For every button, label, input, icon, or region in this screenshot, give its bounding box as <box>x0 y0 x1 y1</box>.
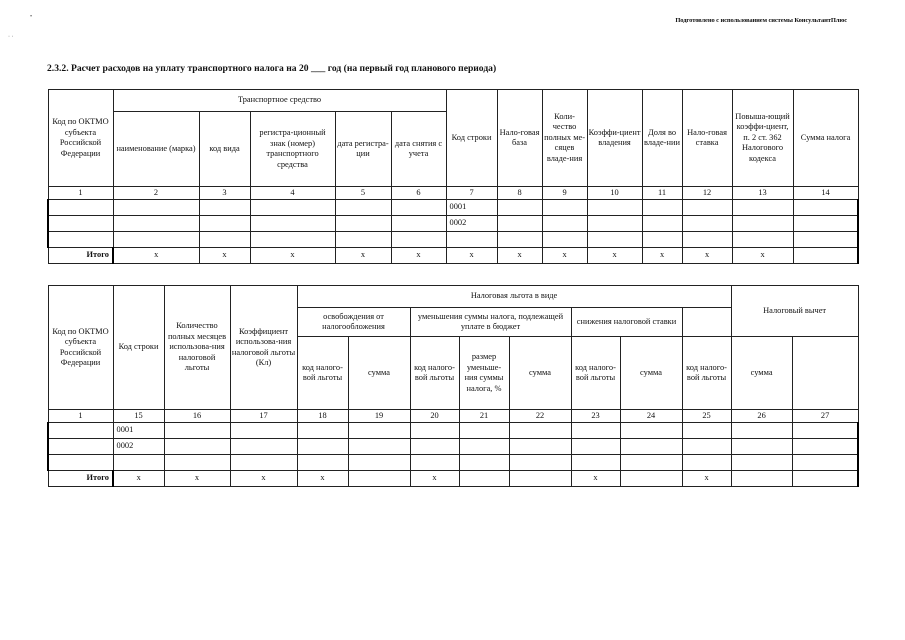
col-number: 2 <box>113 187 199 200</box>
col-number: 7 <box>446 187 497 200</box>
total-label: Итого <box>48 248 113 264</box>
table-cell[interactable] <box>542 232 587 248</box>
table-cell[interactable] <box>732 200 793 216</box>
table-cell[interactable] <box>793 200 858 216</box>
col-code-header: код налого-вой льготы <box>297 337 348 410</box>
table-cell[interactable] <box>571 455 620 471</box>
table-cell[interactable] <box>391 216 446 232</box>
table-cell[interactable] <box>731 455 792 471</box>
table-cell[interactable] <box>642 216 682 232</box>
total-cell: x <box>164 471 230 487</box>
table-cell[interactable] <box>682 455 731 471</box>
table-cell[interactable] <box>642 200 682 216</box>
table-cell[interactable] <box>230 439 297 455</box>
col-number: 4 <box>250 187 335 200</box>
table-cell[interactable] <box>731 423 792 439</box>
col-oktmo-header: Код по ОКТМО субъекта Российской Федерации <box>48 90 113 187</box>
col-sum-header: сумма <box>509 337 571 410</box>
table-cell[interactable] <box>348 423 410 439</box>
total-cell: x <box>113 248 199 264</box>
col-raisecoef-header: Повыша-ющий коэффи-циент, п. 2 ст. 362 Налогового кодекса <box>732 90 793 187</box>
row-code: 0001 <box>113 423 164 439</box>
col-code-header: код налого-вой льготы <box>571 337 620 410</box>
total-cell[interactable] <box>620 471 682 487</box>
table-cell[interactable] <box>792 455 858 471</box>
total-cell[interactable] <box>348 471 410 487</box>
col-kind-header: код вида <box>199 112 250 187</box>
row-code: 0002 <box>446 216 497 232</box>
col-number: 24 <box>620 410 682 423</box>
col-number: 22 <box>509 410 571 423</box>
total-cell: x <box>230 471 297 487</box>
col-number: 26 <box>731 410 792 423</box>
col-months-header: Количество полных месяцев использова-ния налоговой льготы <box>164 286 230 410</box>
total-cell: x <box>446 248 497 264</box>
col-sum-header: сумма <box>348 337 410 410</box>
table-cell[interactable] <box>620 439 682 455</box>
col-number: 16 <box>164 410 230 423</box>
table-row <box>48 423 858 439</box>
col-sum-header: сумма <box>731 337 792 410</box>
table-row <box>48 455 858 471</box>
table-cell[interactable] <box>113 232 199 248</box>
deduction-header: Налоговый вычет <box>731 286 858 337</box>
total-cell: x <box>497 248 542 264</box>
table-cell[interactable] <box>48 423 113 439</box>
table-cell[interactable] <box>48 200 113 216</box>
reduce-rate-header: снижения налоговой ставки <box>571 308 682 337</box>
total-cell: x <box>410 471 459 487</box>
col-number: 25 <box>682 410 731 423</box>
table-cell[interactable] <box>391 232 446 248</box>
col-number: 14 <box>793 187 858 200</box>
table-row <box>48 232 858 248</box>
table-cell[interactable] <box>642 232 682 248</box>
table-cell[interactable] <box>620 455 682 471</box>
col-number: 18 <box>297 410 348 423</box>
row-code <box>446 232 497 248</box>
col-number: 6 <box>391 187 446 200</box>
col-oktmo-header: Код по ОКТМО субъекта Российской Федерации <box>48 286 113 410</box>
col-sum-header: Сумма налога <box>793 90 858 187</box>
transport-tax-table <box>47 89 859 264</box>
col-code-header: код налого-вой льготы <box>410 337 459 410</box>
col-rowcode-header: Код строки <box>446 90 497 187</box>
total-cell: x <box>682 248 732 264</box>
total-cell: x <box>113 471 164 487</box>
col-number: 19 <box>348 410 410 423</box>
total-row <box>48 471 858 487</box>
table-cell[interactable] <box>335 216 391 232</box>
col-regdate-header: дата регистра-ции <box>335 112 391 187</box>
tax-benefit-table <box>47 285 859 487</box>
table-cell[interactable] <box>250 200 335 216</box>
col-removedate-header: дата снятия с учета <box>391 112 446 187</box>
table-cell[interactable] <box>410 423 459 439</box>
table-cell[interactable] <box>48 455 113 471</box>
table-row <box>48 200 858 216</box>
table-cell[interactable] <box>682 200 732 216</box>
total-cell[interactable] <box>509 471 571 487</box>
table-cell[interactable] <box>509 439 571 455</box>
table-cell[interactable] <box>587 216 642 232</box>
table-cell[interactable] <box>230 423 297 439</box>
total-cell: x <box>250 248 335 264</box>
col-ownercoef-header: Коэффи-циент владения <box>587 90 642 187</box>
col-coef-header: Коэффициент использова-ния налоговой льготы (Кл) <box>230 286 297 410</box>
table-cell[interactable] <box>348 455 410 471</box>
col-number: 10 <box>587 187 642 200</box>
table-cell[interactable] <box>199 216 250 232</box>
col-number: 17 <box>230 410 297 423</box>
table-cell[interactable] <box>542 216 587 232</box>
table-cell[interactable] <box>682 216 732 232</box>
total-cell: x <box>199 248 250 264</box>
total-cell[interactable] <box>731 471 792 487</box>
table-cell[interactable] <box>250 232 335 248</box>
table-cell[interactable] <box>792 423 858 439</box>
table-cell[interactable] <box>297 455 348 471</box>
table-cell[interactable] <box>509 423 571 439</box>
total-cell: x <box>732 248 793 264</box>
row-code <box>113 455 164 471</box>
table-row <box>48 439 858 455</box>
col-taxbase-header: Нало-говая база <box>497 90 542 187</box>
scan-speck: · · <box>8 34 14 40</box>
col-sum-header: сумма <box>620 337 682 410</box>
col-number: 11 <box>642 187 682 200</box>
table-cell[interactable] <box>682 423 731 439</box>
col-number: 3 <box>199 187 250 200</box>
table-row <box>48 216 858 232</box>
total-cell: x <box>587 248 642 264</box>
table-cell[interactable] <box>620 423 682 439</box>
table-cell[interactable] <box>113 200 199 216</box>
table-cell[interactable] <box>682 439 731 455</box>
table-cell[interactable] <box>297 439 348 455</box>
table-cell[interactable] <box>199 232 250 248</box>
table-cell[interactable] <box>164 439 230 455</box>
scan-speck: • <box>30 14 33 20</box>
table-cell[interactable] <box>497 200 542 216</box>
row-code: 0001 <box>446 200 497 216</box>
table-cell[interactable] <box>230 455 297 471</box>
table-cell[interactable] <box>348 439 410 455</box>
col-number: 1 <box>48 410 113 423</box>
col-number: 8 <box>497 187 542 200</box>
total-cell: x <box>335 248 391 264</box>
col-number: 15 <box>113 410 164 423</box>
table-cell[interactable] <box>459 423 509 439</box>
total-cell: x <box>542 248 587 264</box>
table-cell[interactable] <box>571 423 620 439</box>
table-cell[interactable] <box>793 216 858 232</box>
col-name-header: наименование (марка) <box>113 112 199 187</box>
table-cell[interactable] <box>48 232 113 248</box>
table-cell[interactable] <box>792 439 858 455</box>
exempt-header: освобождения от налогообложения <box>297 308 410 337</box>
total-row <box>48 248 858 264</box>
vehicle-group-header: Транспортное средство <box>113 90 446 112</box>
table-cell[interactable] <box>731 439 792 455</box>
col-number: 21 <box>459 410 509 423</box>
total-cell[interactable] <box>792 471 858 487</box>
total-cell: x <box>571 471 620 487</box>
table-cell[interactable] <box>410 439 459 455</box>
table-cell[interactable] <box>732 216 793 232</box>
col-number: 12 <box>682 187 732 200</box>
table-cell[interactable] <box>48 216 113 232</box>
col-number: 5 <box>335 187 391 200</box>
table-cell[interactable] <box>410 455 459 471</box>
table-cell[interactable] <box>497 232 542 248</box>
col-rowcode-header: Код строки <box>113 286 164 410</box>
col-share-header: Доля во владе-нии <box>642 90 682 187</box>
total-label: Итого <box>48 471 113 487</box>
reduce-sum-header: уменьшения суммы налога, подлежащей уплате в бюджет <box>410 308 571 337</box>
section-title: 2.3.2. Расчет расходов на уплату транспортного налога на 20 ___ год (на первый год планового периода) <box>47 63 497 74</box>
table-cell[interactable] <box>587 200 642 216</box>
table-cell[interactable] <box>250 216 335 232</box>
table-cell[interactable] <box>571 439 620 455</box>
table-cell[interactable] <box>164 423 230 439</box>
row-code: 0002 <box>113 439 164 455</box>
col-reduce-size-header: размер уменьше-ния суммы налога, % <box>459 337 509 410</box>
table-cell[interactable] <box>793 232 858 248</box>
table-cell[interactable] <box>297 423 348 439</box>
table-cell[interactable] <box>587 232 642 248</box>
col-regsign-header: регистра-ционный знак (номер) транспортного средства <box>250 112 335 187</box>
total-cell: x <box>642 248 682 264</box>
table-cell[interactable] <box>497 216 542 232</box>
col-number: 23 <box>571 410 620 423</box>
total-cell: x <box>391 248 446 264</box>
total-cell[interactable] <box>793 248 858 264</box>
col-number: 20 <box>410 410 459 423</box>
total-cell[interactable] <box>459 471 509 487</box>
table-cell[interactable] <box>199 200 250 216</box>
table-cell[interactable] <box>113 216 199 232</box>
table-cell[interactable] <box>48 439 113 455</box>
table-cell[interactable] <box>509 455 571 471</box>
col-rate-header: Нало-говая ставка <box>682 90 732 187</box>
table-cell[interactable] <box>335 200 391 216</box>
col-code-header: код налого-вой льготы <box>682 337 731 410</box>
table-cell[interactable] <box>459 439 509 455</box>
table-cell[interactable] <box>459 455 509 471</box>
table-cell[interactable] <box>164 455 230 471</box>
table-cell[interactable] <box>391 200 446 216</box>
table-cell[interactable] <box>732 232 793 248</box>
col-number: 27 <box>792 410 858 423</box>
table-cell[interactable] <box>335 232 391 248</box>
col-months-header: Коли-чество полных ме-сяцев владе-ния <box>542 90 587 187</box>
benefit-group-header: Налоговая льгота в виде <box>297 286 731 308</box>
total-cell: x <box>682 471 731 487</box>
col-number: 9 <box>542 187 587 200</box>
table-cell[interactable] <box>682 232 732 248</box>
col-number: 13 <box>732 187 793 200</box>
table-cell[interactable] <box>542 200 587 216</box>
header-note: Подготовлено с использованием системы КонсультантПлюс <box>675 17 847 24</box>
total-cell: x <box>297 471 348 487</box>
col-number: 1 <box>48 187 113 200</box>
